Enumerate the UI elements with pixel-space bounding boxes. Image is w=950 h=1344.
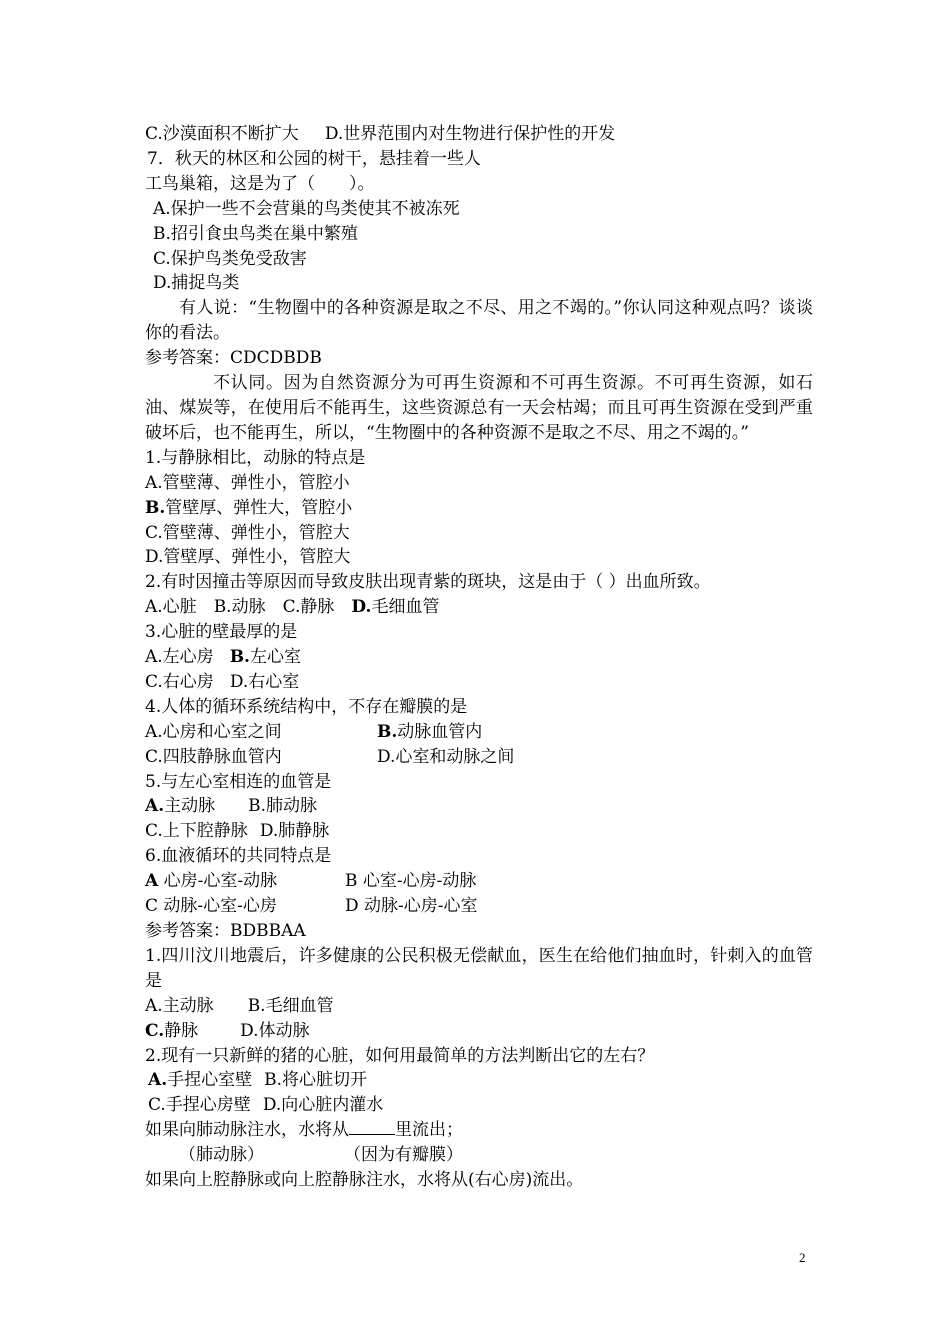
- option-letter: C.: [145, 1020, 165, 1041]
- option-a: A.心脏: [145, 597, 197, 618]
- options-row: [145, 1019, 813, 1044]
- options-row: [145, 869, 813, 894]
- option-text: 管壁厚、弹性大，管腔小: [165, 497, 353, 518]
- options-row: [145, 994, 813, 1019]
- option-c: C.四肢静脉血管内: [145, 746, 282, 767]
- options-row: [145, 645, 813, 670]
- option-d: D.捕捉鸟类: [153, 273, 240, 294]
- option-d: D.向心脏内灌水: [262, 1095, 384, 1116]
- answer-1: （肺动脉）: [179, 1145, 264, 1166]
- essay-question: 有人说：“生物圈中的各种资源是取之不尽、用之不竭的。”你认同这种观点吗？谈谈你的看法。: [145, 298, 813, 344]
- option-c: C.沙漠面积不断扩大: [145, 124, 299, 144]
- fill-text: 里流出；: [395, 1120, 463, 1141]
- option-b: B.肺动脉: [248, 796, 318, 817]
- options-row: [145, 720, 813, 745]
- answer-key: 参考答案：CDCDBDB: [145, 348, 322, 369]
- option-d: D.肺静脉: [259, 821, 330, 842]
- option-a: 手捏心室壁: [167, 1070, 253, 1091]
- option-letter: B.: [229, 647, 250, 668]
- document-body: [145, 122, 813, 1193]
- option-letter: A.: [148, 1070, 168, 1091]
- option-a: A.保护一些不会营巢的鸟类使其不被冻死: [153, 198, 460, 219]
- options-row: [145, 894, 813, 919]
- fill-blank: [145, 1118, 813, 1143]
- options-row: [145, 595, 813, 620]
- fill-answers: [145, 1143, 813, 1168]
- option-letter: B.: [377, 721, 398, 742]
- options-row: [145, 1068, 813, 1093]
- page-number: 2: [799, 1250, 806, 1265]
- option-a: A.主动脉: [145, 995, 214, 1016]
- fill-text: 如果向肺动脉注水，水将从: [145, 1120, 349, 1141]
- question-2: 2.现有一只新鲜的猪的心脏，如何用最简单的方法判断出它的左右？: [145, 1045, 655, 1066]
- question-1: 1.与静脉相比，动脉的特点是: [145, 447, 366, 468]
- answer-key: 参考答案：BDBBAA: [145, 921, 306, 941]
- question-7-cont: 工鸟巢箱，这是为了（ ）。: [145, 173, 375, 194]
- options-row: [145, 794, 813, 819]
- option-c: C.静脉: [282, 597, 335, 618]
- option-c: C 动脉-心室-心房: [145, 896, 277, 917]
- option-b: B.毛细血管: [247, 995, 334, 1016]
- option-b: [145, 496, 813, 521]
- option-d: D.世界范围内对生物进行保护性的开发: [324, 124, 616, 144]
- fill-blank-2: 如果向上腔静脉或向上腔静脉注水，水将从(右心房)流出。: [145, 1170, 584, 1191]
- option-c: C.管壁薄、弹性小，管腔大: [145, 522, 350, 543]
- option-c: C.上下腔静脉: [145, 821, 248, 842]
- option-a: A.管壁薄、弹性小，管腔小: [145, 472, 350, 493]
- option-b: B 心室-心房-动脉: [345, 871, 477, 892]
- option-a: A.左心房: [145, 647, 214, 668]
- option-a: A.心房和心室之间: [145, 721, 282, 742]
- option-letter: A.: [145, 796, 165, 817]
- option-c: C.保护鸟类免受敌害: [153, 248, 307, 269]
- options-row: [145, 1093, 813, 1118]
- option-b: B.动脉: [213, 597, 266, 618]
- option-c: C.右心房: [145, 671, 214, 692]
- question-6: 6.血液循环的共同特点是: [145, 846, 332, 867]
- question-5: 5.与左心室相连的血管是: [145, 771, 332, 792]
- option-a: 主动脉: [164, 796, 216, 817]
- option-d: 毛细血管: [371, 597, 440, 618]
- option-d: D.管壁厚、弹性小，管腔大: [145, 547, 351, 568]
- option-c: C.手捏心房壁: [148, 1095, 251, 1116]
- options-row: [145, 745, 813, 770]
- blank-line: [349, 1118, 395, 1135]
- question-7: 7．秋天的林区和公园的树干，悬挂着一些人: [147, 148, 481, 169]
- text-line: [145, 122, 813, 147]
- option-b: 动脉血管内: [397, 721, 483, 742]
- question-3: 3.心脏的壁最厚的是: [145, 622, 298, 643]
- question-2: 2.有时因撞击等原因而导致皮肤出现青紫的斑块，这是由于（ ）出血所致。: [145, 572, 711, 593]
- option-c: 静脉: [164, 1020, 199, 1041]
- option-letter: B.: [145, 497, 166, 518]
- options-row: [145, 670, 813, 695]
- option-letter: A: [145, 871, 159, 892]
- answer-text: 不认同。因为自然资源分为可再生资源和不可再生资源。不可再生资源，如石油、煤炭等，在使用后不能再生，这些资源总有一天会枯竭；而且可再生资源在受到严重破坏后，也不能再生，所以，“生物圈中的各种资源不是取之不尽、用之不竭的。”: [145, 373, 813, 443]
- option-b: B.招引食虫鸟类在巢中繁殖: [153, 223, 358, 244]
- question-1: 1.四川汶川地震后，许多健康的公民积极无偿献血，医生在给他们抽血时，针刺入的血管是: [145, 945, 813, 991]
- question-4: 4.人体的循环系统结构中，不存在瓣膜的是: [145, 696, 468, 717]
- option-d: D.心室和动脉之间: [377, 746, 515, 767]
- option-d: D 动脉-心房-心室: [345, 896, 478, 917]
- option-b: B.将心脏切开: [264, 1070, 368, 1091]
- option-text: 心房-心室-动脉: [158, 871, 278, 892]
- option-d: D.体动脉: [240, 1020, 310, 1041]
- option-a: [145, 869, 345, 894]
- option-d: D.右心室: [229, 671, 300, 692]
- option-b: 左心室: [249, 647, 301, 668]
- option-letter: D.: [351, 597, 372, 618]
- answer-2: （因为有瓣膜）: [344, 1145, 463, 1166]
- options-row: [145, 819, 813, 844]
